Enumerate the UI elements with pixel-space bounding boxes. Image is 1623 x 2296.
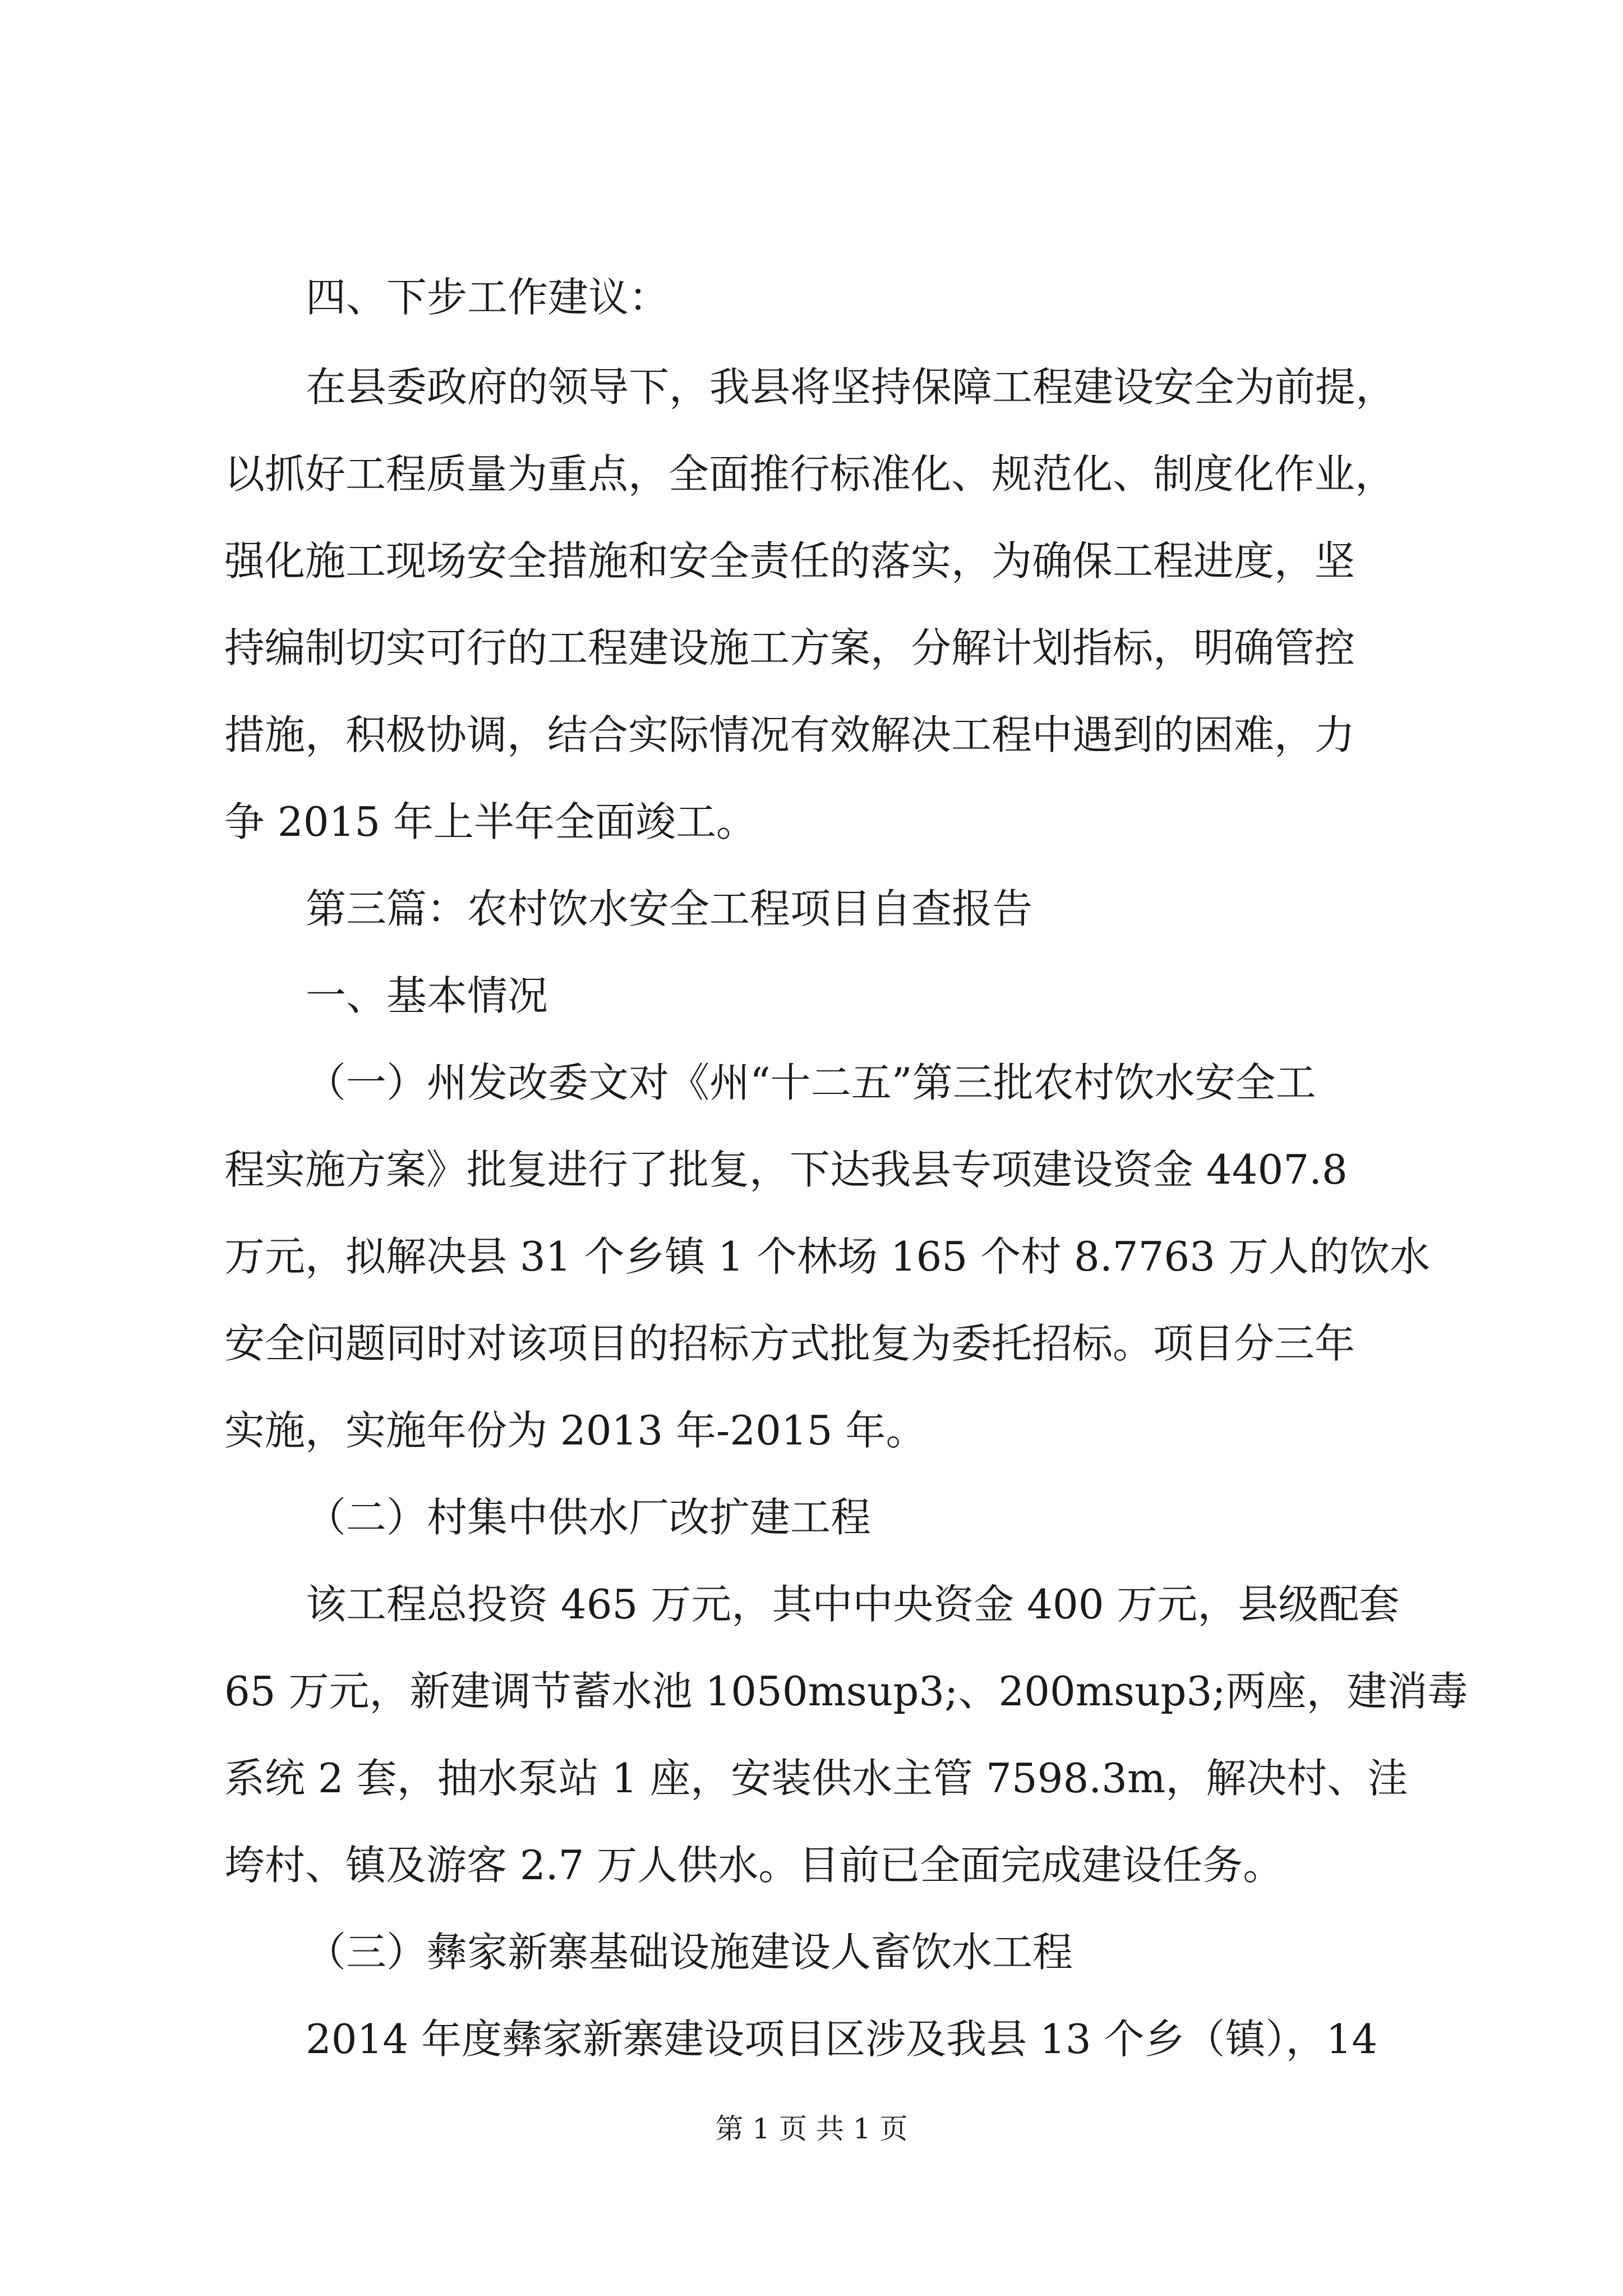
paragraph-line: 该工程总投资 465 万元，其中中央资金 400 万元，县级配套: [306, 1581, 1400, 1628]
section-heading-next-steps: 四、下步工作建议：: [306, 274, 670, 321]
subsection-heading: （二）村集中供水厂改扩建工程: [306, 1494, 872, 1541]
paragraph-line: 垮村、镇及游客 2.7 万人供水。目前已全面完成建设任务。: [224, 1842, 1284, 1889]
paragraph-line: （一）州发改委文对《州“十二五”第三批农村饮水安全工: [306, 1059, 1316, 1106]
paragraph-line: 65 万元，新建调节蓄水池 1050msup3;、200msup3;两座，建消毒: [224, 1668, 1468, 1715]
paragraph-line: 措施，积极协调，结合实际情况有效解决工程中遇到的困难，力: [224, 711, 1355, 758]
paragraph-line: 实施，实施年份为 2013 年-2015 年。: [224, 1407, 926, 1454]
paragraph-line: 持编制切实可行的工程建设施工方案，分解计划指标，明确管控: [224, 624, 1355, 671]
paragraph-line: 强化施工现场安全措施和安全责任的落实，为确保工程进度，坚: [224, 537, 1355, 585]
section-heading-basic-info: 一、基本情况: [306, 972, 548, 1019]
paragraph-line: 系统 2 套，抽水泵站 1 座，安装供水主管 7598.3m，解决村、洼: [224, 1755, 1408, 1802]
paragraph-line: 安全问题同时对该项目的招标方式批复为委托招标。项目分三年: [224, 1320, 1355, 1367]
subsection-heading: （三）彝家新寨基础设施建设人畜饮水工程: [306, 1929, 1073, 1976]
paragraph-line: 万元，拟解决县 31 个乡镇 1 个林场 165 个村 8.7763 万人的饮水: [224, 1233, 1430, 1280]
paragraph-line: 在县委政府的领导下，我县将坚持保障工程建设安全为前提，: [306, 364, 1396, 411]
paragraph-line: 争 2015 年上半年全面竣工。: [224, 798, 757, 845]
paragraph-line: 程实施方案》批复进行了批复，下达我县专项建设资金 4407.8: [224, 1146, 1348, 1193]
article-title: 第三篇：农村饮水安全工程项目自查报告: [306, 885, 1033, 932]
paragraph-line: 2014 年度彝家新寨建设项目区涉及我县 13 个乡（镇），14: [306, 2016, 1378, 2063]
paragraph-line: 以抓好工程质量为重点，全面推行标准化、规范化、制度化作业，: [224, 450, 1396, 498]
page-footer: 第 1 页 共 1 页: [715, 2113, 908, 2145]
